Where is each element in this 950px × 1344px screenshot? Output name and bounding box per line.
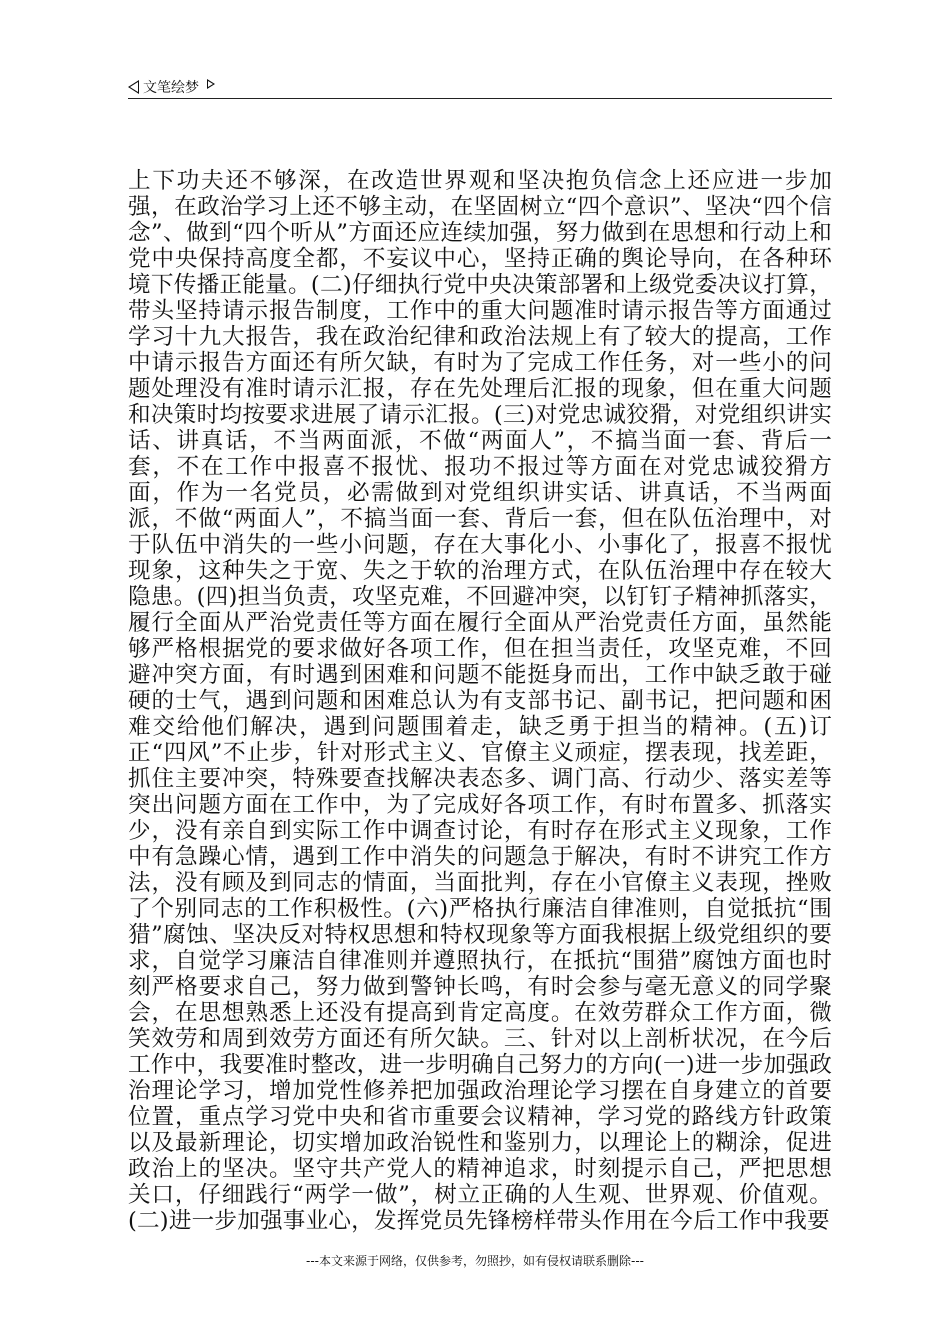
- header-title: 文笔绘梦: [143, 80, 199, 96]
- body-paragraph: 上下功夫还不够深，在改造世界观和坚决抱负信念上还应进一步加强，在政治学习上还不够主动，在坚固树立“四个意识”、坚决“四个信念”、做到“四个听从”方面还应连续加强，努力做到在思想和行动上和党中央保持高度全都，不妄议中心，坚持正确的舆论导向，在各种环境下传播正能量。(二)仔细执行党中央决策部署和上级党委决议打算，带头坚持请示报告制度，工作中的重大问题准时请示报告等方面通过学习十九大报告，我在政治纪律和政治法规上有了较大的提高，工作中请示报告方面还有所欠缺，有时为了完成工作任务，对一些小的问题处理没有准时请示汇报，存在先处理后汇报的现象，但在重大问题和决策时均按要求进展了请示汇报。(三)对党忠诚狡猾，对党组织讲实话、讲真话，不当两面派，不做“两面人”，不搞当面一套、背后一套，不在工作中报喜不报忧、报功不报过等方面在对党忠诚狡猾方面，作为一名党员，必需做到对党组织讲实话、讲真话，不当两面派，不做“两面人”，不搞当面一套、背后一套，但在队伍治理中，对于队伍中消失的一些小问题，存在大事化小、小事化了，报喜不报忧现象，这种失之于宽、失之于软的治理方式，在队伍治理中存在较大隐患。(四)担当负责，攻坚克难，不回避冲突，以钉钉子精神抓落实，履行全面从严治党责任等方面在履行全面从严治党责任方面，虽然能够严格根据党的要求做好各项工作，但在担当责任，攻坚克难，不回避冲突方面，有时遇到困难和问题不能挺身而出，工作中缺乏敢于碰硬的士气，遇到问题和困难总认为有支部书记、副书记，把问题和困难交给他们解决，遇到问题围着走，缺乏勇于担当的精神。(五)订正“四风”不止步，针对形式主义、官僚主义顽症，摆表现，找差距，抓住主要冲突，特殊要查找解决表态多、调门高、行动少、落实差等突出问题方面在工作中，为了完成好各项工作，有时布置多、抓落实少，没有亲自到实际工作中调查讨论，有时存在形式主义现象，工作中有急躁心情，遇到工作中消失的问题急于解决，有时不讲究工作方法，没有顾及到同志的情面，当面批判，存在小官僚主义表现，挫败了个别同志的工作积极性。(六)严格执行廉洁自律准则，自觉抵抗“围猎”腐蚀、坚决反对特权思想和特权现象等方面我根据上级党组织的要求，自觉学习廉洁自律准则并遵照执行，在抵抗“围猎”腐蚀方面也时刻严格要求自己，努力做到警钟长鸣，有时会参与毫无意义的同学聚会，在思想熟悉上还没有提高到肯定高度。在效劳群众工作方面，微笑效劳和周到效劳方面还有所欠缺。三、针对以上剖析状况，在今后工作中，我要准时整改，进一步明确自己努力的方向(一)进一步加强政治理论学习，增加党性修养把加强政治理论学习摆在自身建立的首要位置，重点学习党中央和省市重要会议精神，学习党的路线方针政策以及最新理论，切实增加政治锐性和鉴别力，以理论上的糊涂，促进政治上的坚决。坚守共产党人的精神追求，时刻提示自己，严把思想关口，仔细践行“两学一做”，树立正确的人生观、世界观、价值观。(二)进一步加强事业心，发挥党员先锋榜样带头作用在今后工作中我要: [128, 168, 832, 1234]
- header-divider: [128, 98, 832, 99]
- triangle-right-icon: [207, 79, 215, 89]
- page-header: [128, 76, 832, 98]
- footer-notice: ---本文来源于网络，仅供参考，勿照抄，如有侵权请联系删除---: [306, 1254, 644, 1268]
- triangle-left-icon: [128, 80, 139, 94]
